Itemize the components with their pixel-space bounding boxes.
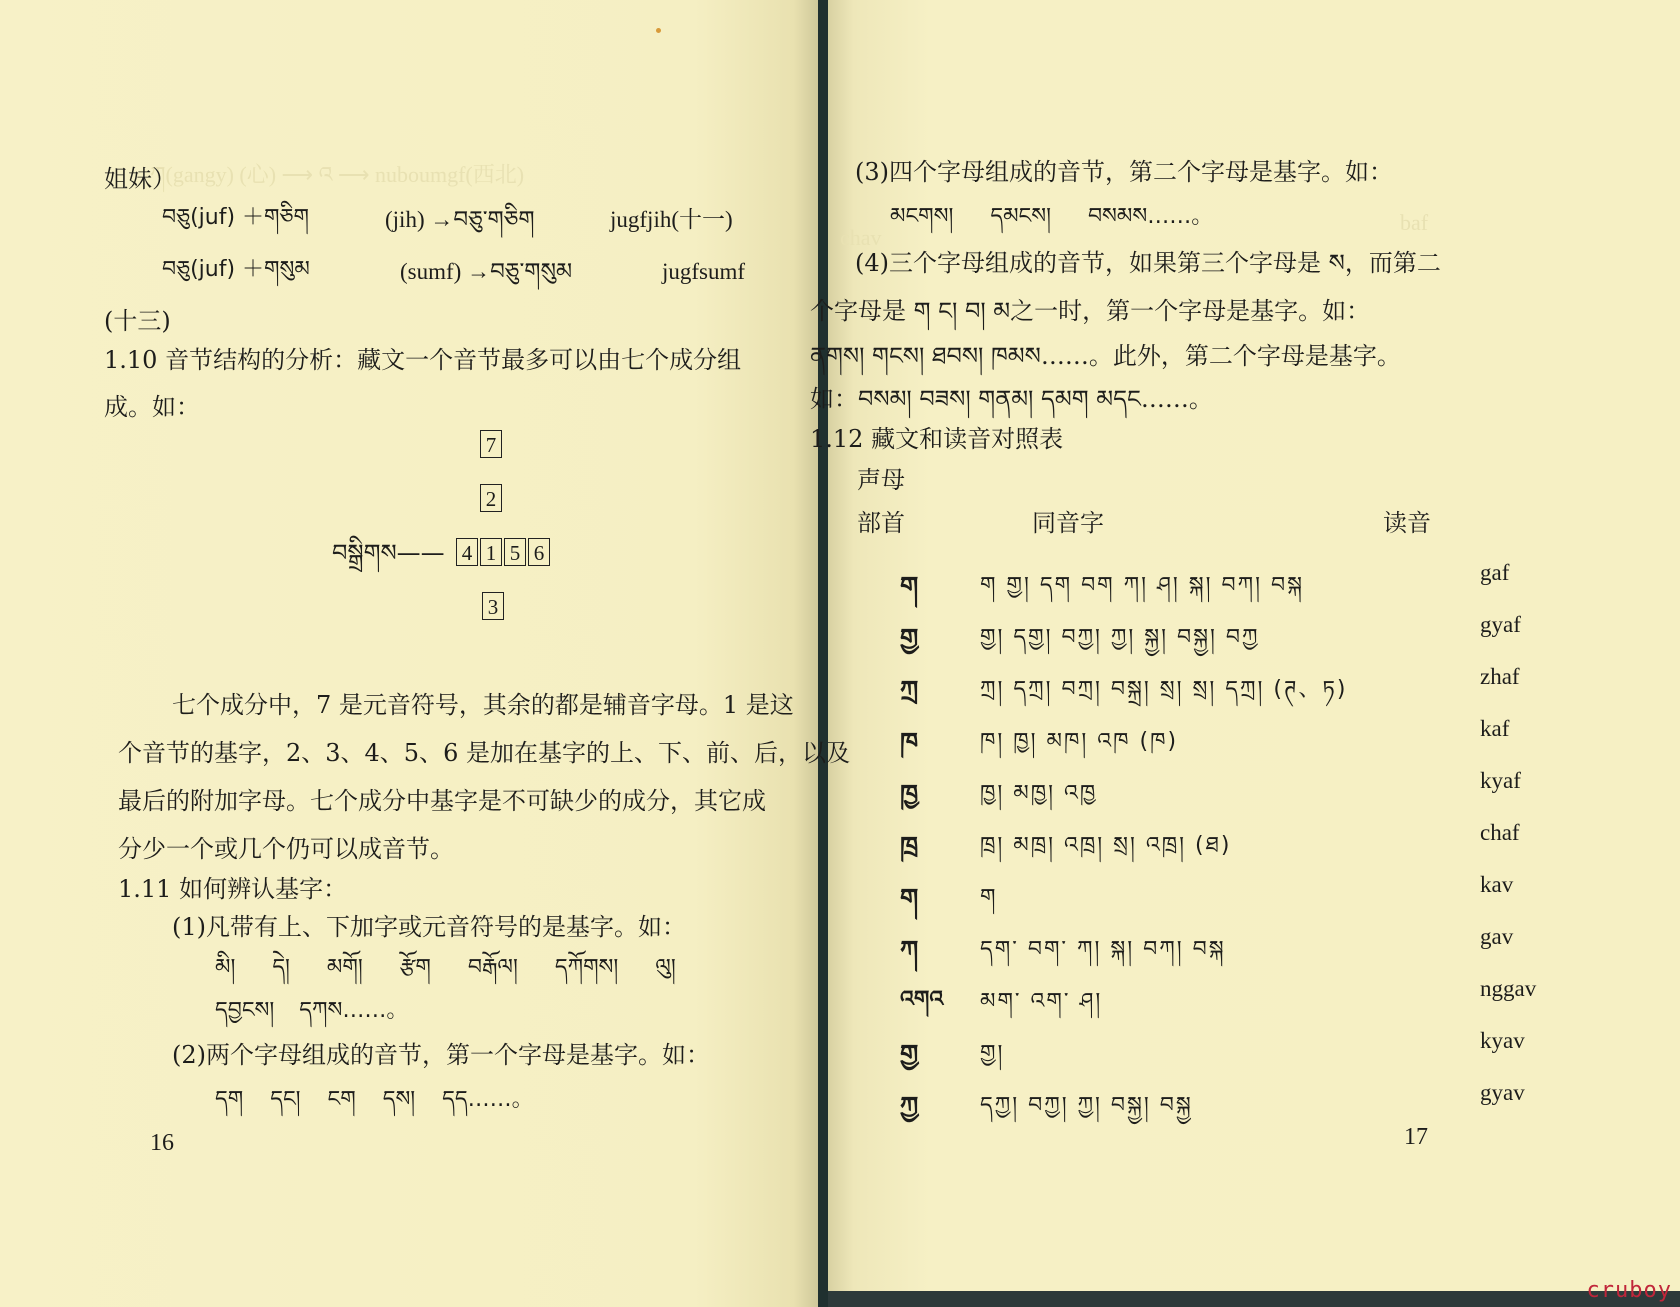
reading-cell: kyaf (1480, 768, 1521, 793)
rule-text: (1)凡带有上、下加字或元音符号的是基字。如： (172, 913, 686, 941)
radical-cell: ཀྱ (900, 1092, 919, 1122)
paragraph-line: 个音节的基字，2、3、4、5、6 是加在基字的上、下、前、后，以及 (118, 739, 850, 767)
paragraph-line: 最后的附加字母。七个成分中基字是不可缺少的成分，其它成 (118, 787, 766, 815)
reading-cell: gyav (1480, 1080, 1525, 1105)
tibetan-examples: དབྱངས། དཀས……。 (215, 998, 409, 1023)
radical-cell: འགའ (900, 987, 944, 1012)
radical-cell: གྱ (900, 1040, 919, 1070)
homophone-cell: ག (980, 885, 998, 910)
section-heading: 1.12 藏文和读音对照表 (810, 425, 1064, 453)
radical-cell: ཀ (900, 936, 919, 966)
text-line: 姐妹） (104, 165, 176, 193)
homophone-cell: གྱ། དགྱ། བཀྱ། ཀྱ། སྐྱ། བསྐྱ། བཀྱ (980, 625, 1260, 650)
tibetan-examples: མངགས། དམངས། བསམས……。 (890, 204, 1214, 229)
reading-cell: kaf (1480, 716, 1510, 741)
component-box: 7 (480, 430, 502, 458)
radical-cell: ཁྱ (900, 780, 919, 810)
section-heading: 1.10 音节结构的分析：藏文一个音节最多可以由七个成分组 (104, 346, 742, 374)
page-number: 17 (1404, 1124, 1428, 1150)
table-row (900, 922, 1560, 966)
table-row (900, 610, 1560, 654)
paragraph-line: 七个成分中，7 是元音符号，其余的都是辅音字母。1 是这 (172, 691, 794, 719)
component-box-row (456, 538, 552, 566)
homophone-cell: ཁྲ། མཁྲ། འཁྲ། སྲ། འཁྲ། (ཐ) (980, 833, 1232, 858)
reading-cell: gav (1480, 924, 1514, 949)
tibetan-formula: བཅུ(juf) ＋གསུམ (162, 257, 310, 282)
table-row (900, 1078, 1560, 1122)
rule-text: (4)三个字母组成的音节，如果第三个字母是 ས，而第二 (855, 249, 1441, 277)
homophone-cell: དག་ བག་ ཀ། སྐ། བཀ། བསྐ (980, 937, 1226, 962)
book-spine (818, 0, 828, 1307)
table-row (900, 818, 1560, 862)
table-row (900, 662, 1560, 706)
component-box: 4 (456, 538, 478, 566)
bleed-through: baf (1400, 210, 1429, 235)
homophone-cell: ཁྱ། མཁྱ། འཁྱ (980, 781, 1098, 806)
homophone-cell: ཁ། ཁྱ། མཁ། འཁ (ཁ) (980, 729, 1179, 754)
radical-cell: ཁ (900, 728, 919, 758)
homophone-cell: མག་ འག་ ཤ། (980, 989, 1103, 1014)
paragraph-line: 分少一个或几个仍可以成音节。 (118, 835, 454, 863)
homophone-cell: དཀྱ། བཀྱ། ཀྱ། བསྐྱ། བསྐྱ (980, 1093, 1193, 1118)
component-box: 6 (528, 538, 550, 566)
tibetan-examples: དག དང། ངག དས། དད……。 (215, 1087, 534, 1112)
tibetan-formula: བཅུ(juf) ＋གཅིག (162, 205, 310, 230)
radical-cell: ག (900, 572, 919, 602)
romanization: jugfsumf (662, 259, 746, 284)
reading-cell: gaf (1480, 560, 1510, 585)
reading-cell: kav (1480, 872, 1514, 897)
radical-cell: ཀྲ (900, 676, 919, 706)
homophone-cell: གྱ། (980, 1041, 1005, 1066)
homophone-cell: ཀྲ། དཀྲ། བཀྲ། བསྐྲ། སྲ། སྲ། དཀྲ། (ཊ、ཏ) (980, 677, 1348, 702)
radical-cell: གྱ (900, 624, 919, 654)
component-box: 1 (480, 538, 502, 566)
tibetan-word: བསྒྲིགས—— (332, 539, 445, 567)
table-row (900, 558, 1560, 602)
homophone-cell: ག གྱ། དག བག ཀ། ཤ། སྐ། བཀ། བསྐ (980, 573, 1304, 598)
table-row (900, 1026, 1560, 1070)
paper-speck (656, 28, 661, 33)
column-header: 同音字 (1032, 509, 1104, 537)
reading-cell: kyav (1480, 1028, 1525, 1053)
table-row (900, 870, 1560, 914)
reading-cell: zhaf (1480, 664, 1520, 689)
table-caption: 声母 (857, 466, 905, 494)
scan-edge (828, 1291, 1680, 1307)
table-row (900, 714, 1560, 758)
reading-cell: gyaf (1480, 612, 1521, 637)
reading-cell: nggav (1480, 976, 1537, 1001)
reading-cell: chaf (1480, 820, 1520, 845)
tibetan-formula: (jih) →བཅུ་གཅིག (385, 207, 535, 232)
rule-text: (2)两个字母组成的音节，第一个字母是基字。如： (172, 1041, 710, 1069)
component-box: 2 (480, 484, 502, 512)
rule-text: 个字母是 ག ང། བ། མ之一时，第一个字母是基字。如： (810, 297, 1371, 325)
watermark: cruboy (1586, 1278, 1672, 1303)
rule-text: ནགས། གངས། ཐབས། ཁམས……。此外，第二个字母是基字。 (810, 342, 1401, 370)
rule-text: (3)四个字母组成的音节，第二个字母是基字。如： (855, 158, 1393, 186)
tibetan-formula: (sumf) →བཅུ་གསུམ (400, 259, 573, 284)
column-header: 读音 (1383, 509, 1431, 537)
column-header: 部首 (857, 509, 905, 537)
romanization: jugfjih(十一) (610, 207, 733, 232)
bleed-through: ཀ(gangy) (心) ⟶ འ ⟶ nuboumgf(西北) (150, 162, 525, 187)
bleed-through: chav (840, 225, 882, 250)
table-row (900, 766, 1560, 810)
page-number: 16 (150, 1130, 174, 1156)
radical-cell: ག (900, 884, 919, 914)
text-line: 成。如： (104, 393, 200, 421)
tibetan-examples: མི། དེ། མགོ། རྩོག བརྒོལ། དཀོགས། ལུ། (215, 955, 676, 980)
section-heading: 1.11 如何辨认基字： (118, 875, 348, 903)
radical-cell: ཁྲ (900, 832, 919, 862)
rule-text: 如：བསམ། བཟས། གནམ། དམག མདང……。 (810, 385, 1213, 413)
table-row (900, 974, 1560, 1014)
component-box: 5 (504, 538, 526, 566)
text-line: (十三) (104, 307, 171, 335)
component-box: 3 (482, 592, 504, 620)
